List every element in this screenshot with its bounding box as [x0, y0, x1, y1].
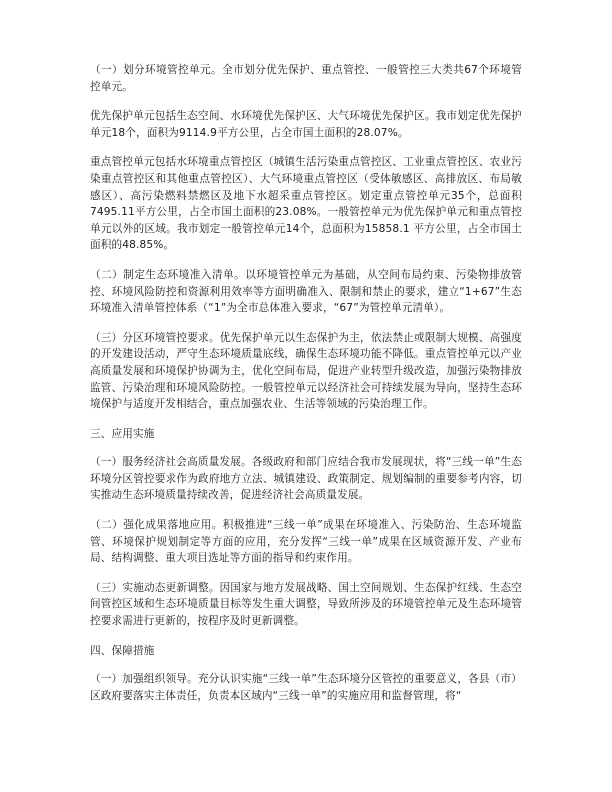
section-heading-safeguards: 四、保障措施: [90, 644, 155, 657]
paragraph-key-control: 重点管控单元包括水环境重点管控区（城镇生活污染重点管控区、工业重点管控区、农业污染重点管控区和其他重点管控区）、大气环境重点管控区（受体敏感区、高排放区、布局敏感区）、高污染燃料禁燃区及地下水超采重点管控区。划定重点管控单元35个，总面积7495.11平方公里，占全市国土面积的23.08%。一般管控单元为优先保护单元和重点管控单元以外的区域。我市划定一般管控单元14个，总面积为15858.1 平方公里，占全市国土面积的48.85%。: [90, 156, 522, 252]
paragraph-zoning-units: （一）划分环境管控单元。全市划分优先保护、重点管控、一般管控三大类共67个环境管控单元。: [90, 64, 522, 93]
paragraph-dynamic-update: （三）实施动态更新调整。因国家与地方发展战略、国土空间规划、生态保护红线、生态空间管控区域和生态环境质量目标等发生重大调整，导致所涉及的环境管控单元及生态环境管控要求需进行更新的，按程序及时更新调整。: [90, 581, 522, 628]
paragraph-zoned-requirements: （三）分区环境管控要求。优先保护单元以生态保护为主，依法禁止或限制大规模、高强度的开发建设活动，严守生态环境质量底线，确保生态环境功能不降低。重点管控单元以产业高质量发展和环境保护协调为主，优化空间布局，促进产业转型升级改造，加强污染物排放监管、污染治理和环境风险防控。一般管控单元以经济社会可持续发展为导向，坚持生态环境保护与适度开发相结合，重点加强农业、生活等领域的污染治理工作。: [90, 331, 522, 411]
paragraph-priority-protection: 优先保护单元包括生态空间、水环境优先保护区、大气环境优先保护区。我市划定优先保护单元18个，面积为9114.9平方公里，占全市国土面积的28.07%。: [90, 110, 522, 139]
section-heading-application: 三、应用实施: [90, 427, 155, 440]
paragraph-apply-results: （二）强化成果落地应用。积极推进“三线一单”成果在环境准入、污染防治、生态环境监管、环境保护规划制定等方面的应用，充分发挥“三线一单”成果在区域资源开发、产业布局、结构调整、重大项目选址等方面的指导和约束作用。: [90, 519, 522, 565]
paragraph-leadership: （一）加强组织领导。充分认识实施“三线一单”生态环境分区管控的重要意义，各县（市）区政府要落实主体责任，负责本区域内“三线一单”的实施应用和监督管理，将“: [90, 673, 522, 702]
paragraph-serve-development: （一）服务经济社会高质量发展。各级政府和部门应结合我市发展现状，将“三线一单”生态环境分区管控要求作为政府地方立法、城镇建设、政策制定、规划编制的重要参考内容，切实推动生态环境质量持续改善，促进经济社会高质量发展。: [90, 456, 522, 502]
document-body: [90, 62, 522, 717]
paragraph-access-list: （二）制定生态环境准入清单。以环境管控单元为基础，从空间布局约束、污染物排放管控、环境风险防控和资源利用效率等方面明确准入、限制和禁止的要求，建立“1+67”生态环境准入清单管控体系（“1”为全市总体准入要求，“67”为管控单元清单）。: [90, 268, 522, 315]
